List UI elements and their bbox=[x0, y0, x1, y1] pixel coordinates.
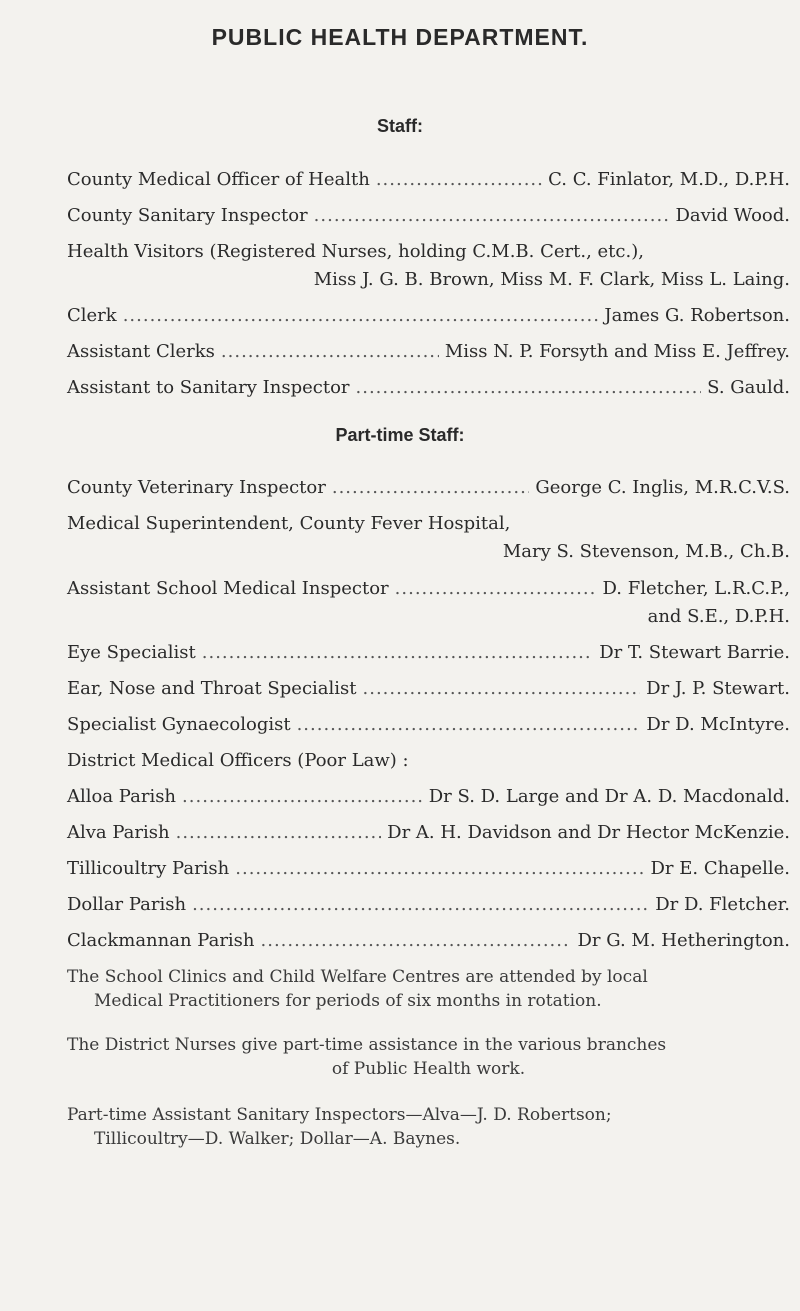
staff-value: S. Gauld. bbox=[707, 377, 790, 398]
note-clinics bbox=[67, 965, 790, 1013]
note-district-nurses bbox=[67, 1033, 790, 1081]
note-line: The School Clinics and Child Welfare Centres are attended by local bbox=[67, 967, 648, 987]
district-value: Dr G. M. Hetherington. bbox=[577, 930, 790, 951]
note-line: Tillicoultry—D. Walker; Dollar—A. Baynes. bbox=[94, 1129, 461, 1149]
staff-row-sanitary-inspector bbox=[67, 204, 790, 228]
district-heading: District Medical Officers (Poor Law) : bbox=[67, 750, 409, 771]
staff-value: Dr T. Stewart Barrie. bbox=[599, 642, 790, 663]
leader-dots bbox=[332, 476, 530, 500]
leader-dots bbox=[123, 304, 599, 328]
staff-row-assistant-sanitary bbox=[67, 376, 790, 400]
part-time-row-school-inspector bbox=[67, 577, 790, 601]
part-time-row-ent bbox=[67, 677, 790, 701]
staff-row-assistant-clerks bbox=[67, 340, 790, 364]
note-assistant-inspectors bbox=[67, 1103, 790, 1151]
part-time-school-inspector-quals: and S.E., D.P.H. bbox=[647, 606, 790, 627]
staff-row-clerk bbox=[67, 304, 790, 328]
district-value: Dr A. H. Davidson and Dr Hector McKenzie. bbox=[387, 822, 790, 843]
leader-dots bbox=[356, 376, 702, 400]
staff-value: D. Fletcher, L.R.C.P., bbox=[602, 578, 790, 599]
part-time-fever-hospital-name: Mary S. Stevenson, M.B., Ch.B. bbox=[502, 541, 790, 562]
leader-dots bbox=[192, 893, 649, 917]
district-row-tillicoultry bbox=[67, 857, 790, 881]
staff-label: Assistant to Sanitary Inspector bbox=[67, 377, 350, 398]
staff-label: Eye Specialist bbox=[67, 642, 196, 663]
district-label: Alva Parish bbox=[67, 822, 170, 843]
district-row-alva bbox=[67, 821, 790, 845]
staff-label: County Medical Officer of Health bbox=[67, 169, 370, 190]
part-time-row-eye bbox=[67, 641, 790, 665]
leader-dots bbox=[202, 641, 593, 665]
district-value: Dr E. Chapelle. bbox=[650, 858, 790, 879]
staff-label: County Veterinary Inspector bbox=[67, 477, 326, 498]
staff-value: C. C. Finlator, M.D., D.P.H. bbox=[548, 169, 790, 190]
leader-dots bbox=[363, 677, 641, 701]
part-time-row-fever-hospital: Medical Superintendent, County Fever Hospital, bbox=[67, 513, 511, 534]
staff-value: Dr D. McIntyre. bbox=[646, 714, 790, 735]
staff-value: Dr J. P. Stewart. bbox=[646, 678, 790, 699]
district-row-dollar bbox=[67, 893, 790, 917]
district-value: Dr D. Fletcher. bbox=[655, 894, 790, 915]
note-line: of Public Health work. bbox=[331, 1059, 526, 1079]
note-line: The District Nurses give part-time assistance in the various branches bbox=[67, 1035, 667, 1055]
note-line: Part-time Assistant Sanitary Inspectors—Alva—J. D. Robertson; bbox=[67, 1105, 612, 1125]
staff-health-visitors-names: Miss J. G. B. Brown, Miss M. F. Clark, Miss L. Laing. bbox=[313, 269, 790, 290]
page-title: PUBLIC HEALTH DEPARTMENT. bbox=[211, 24, 589, 50]
district-row-alloa bbox=[67, 785, 790, 809]
part-time-row-gynaecologist bbox=[67, 713, 790, 737]
staff-row-medical-officer bbox=[67, 168, 790, 192]
leader-dots bbox=[314, 204, 670, 228]
staff-value: David Wood. bbox=[675, 205, 790, 226]
district-label: Tillicoultry Parish bbox=[67, 858, 230, 879]
staff-label: Assistant School Medical Inspector bbox=[67, 578, 389, 599]
staff-row-health-visitors: Health Visitors (Registered Nurses, holding C.M.B. Cert., etc.), bbox=[67, 241, 644, 262]
district-value: Dr S. D. Large and Dr A. D. Macdonald. bbox=[428, 786, 790, 807]
staff-value: Miss N. P. Forsyth and Miss E. Jeffrey. bbox=[444, 341, 790, 362]
district-label: Clackmannan Parish bbox=[67, 930, 255, 951]
staff-label: Specialist Gynaecologist bbox=[67, 714, 291, 735]
note-line: Medical Practitioners for periods of six months in rotation. bbox=[94, 991, 602, 1011]
leader-dots bbox=[297, 713, 641, 737]
part-time-row-veterinary bbox=[67, 476, 790, 500]
leader-dots bbox=[221, 340, 439, 364]
leader-dots bbox=[261, 929, 572, 953]
leader-dots bbox=[235, 857, 644, 881]
staff-label: Assistant Clerks bbox=[67, 341, 215, 362]
staff-label: Ear, Nose and Throat Specialist bbox=[67, 678, 357, 699]
staff-label: County Sanitary Inspector bbox=[67, 205, 308, 226]
leader-dots bbox=[182, 785, 423, 809]
staff-value: James G. Robertson. bbox=[604, 305, 790, 326]
district-row-clackmannan bbox=[67, 929, 790, 953]
part-time-heading: Part-time Staff: bbox=[335, 425, 465, 445]
district-label: Alloa Parish bbox=[67, 786, 177, 807]
leader-dots bbox=[376, 168, 542, 192]
leader-dots bbox=[395, 577, 597, 601]
staff-label: Clerk bbox=[67, 305, 117, 326]
district-label: Dollar Parish bbox=[67, 894, 187, 915]
staff-heading: Staff: bbox=[377, 116, 423, 136]
leader-dots bbox=[176, 821, 382, 845]
staff-value: George C. Inglis, M.R.C.V.S. bbox=[535, 477, 790, 498]
